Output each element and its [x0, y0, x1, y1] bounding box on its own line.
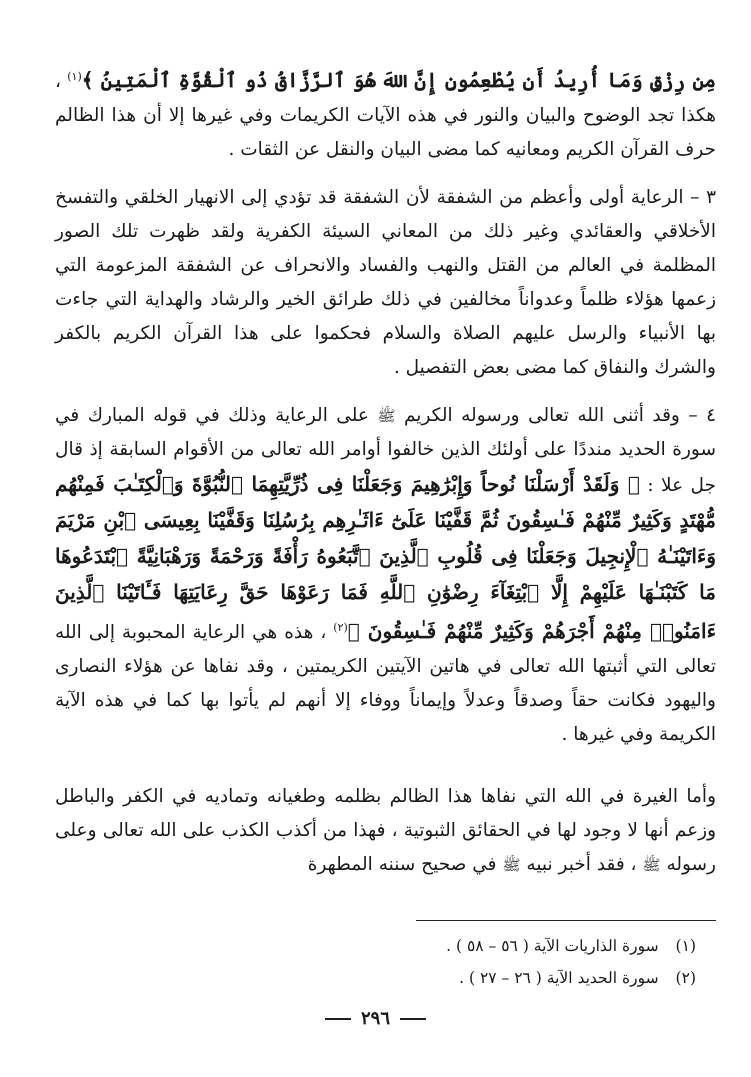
footnote-text: سورة الذاريات الآية ( ٥٦ – ٥٨ ) .	[446, 937, 659, 955]
paragraph-1	[55, 60, 716, 167]
page-number	[0, 1008, 751, 1029]
main-text	[55, 60, 716, 882]
footnote-divider	[416, 920, 716, 921]
paragraph-text: ، هذه هي الرعاية المحبوبة إلى الله تعالى التي أثبتها الله تعالى في هاتين الآيتين الكريمتين ، وقد نفاها عن هؤلاء النصارى واليهود فكانت حقاً وصدقاً وعدلاً وإيماناً ووفاء إلا أنهم لم يأتوا بها كما في هذه الآية الكريمة وفي غيرها .	[55, 622, 716, 746]
paragraph-text: في صحيح سننه المطهرة	[307, 854, 497, 876]
page-number-value: ٢٩٦	[360, 1008, 390, 1029]
dash-right	[325, 1018, 351, 1020]
footnote-number: (١)	[675, 937, 696, 955]
paragraph-2	[55, 181, 716, 385]
footnote-text: سورة الحديد الآية ( ٢٦ – ٢٧ ) .	[459, 969, 659, 987]
paragraph-text: ، فقد أخبر نبيه	[526, 854, 637, 876]
footnote-item	[96, 930, 696, 962]
paragraph-text: ٣ – الرعاية أولى وأعظم من الشفقة لأن الشفقة قد تؤدي إلى الانهيار الخلقي والتفسخ الأخلاقي والعقائدي وغير ذلك من المعاني السيئة الكفرية ولقد ظهرت تلك الصور المظلمة في العالم من القتل والنهب والفساد والانحراف عن الشفقة المزعومة التي زعمها هؤلاء ظلماً وعدواناً مخالفين في ذلك طرائق الخير والرشاد والهداية التي جاءت بها الأنبياء والرسل عليهم الصلاة والسلام فحكموا على هذا القرآن الكريم بالكفر والشرك والنفاق كما مضى بعض التفصيل .	[55, 187, 716, 379]
footnotes	[96, 930, 696, 994]
paragraph-text: على الرعاية وذلك في قوله المبارك في سورة الحديد منددًا على أولئك الذين خالفوا أوامر الله تعالى من الأقوام السابقة إذ قال جل علا :	[55, 405, 716, 497]
dash-left	[400, 1018, 426, 1020]
footnote-ref-2: (٢)	[333, 621, 348, 635]
paragraph-text: ٤ – وقد أثنى الله تعالى ورسوله الكريم	[404, 405, 716, 427]
paragraph-4	[55, 780, 716, 882]
footnote-number: (٢)	[675, 969, 696, 987]
footnote-ref-1: (١)	[67, 70, 82, 83]
paragraph-text: ، هكذا تجد الوضوح والبيان والنور في هذه الآيات الكريمات وفي غيرها إلا أن هذا الظالم حرف القرآن الكريم ومعانيه كما مضى البيان والنقل عن الثقات .	[55, 71, 716, 161]
salutation-symbol: ﷺ	[502, 856, 521, 875]
paragraph-3	[55, 399, 716, 752]
paragraph-text: وأما الغيرة في الله التي نفاها هذا الظالم بظلمه وطغيانه وتماديه في الكفر والباطل وزعم أنها لا وجود لها في الحقائق الثبوتية ، فهذا من أكذب الكذب على الله تعالى وعلى رسوله	[55, 786, 716, 876]
salutation-symbol: ﷺ	[377, 407, 396, 426]
salutation-symbol: ﷺ	[642, 856, 661, 875]
quran-verse: مِن رِزْقٍ وَمَا أُرِيدُ أَن يُطْعِمُونِ إِنَّ اللهَ هُوَ ٱلرَّزَّاقُ ذُو ٱلْقُوَّةِ ٱلْمَتِينُ ﴾	[81, 68, 716, 93]
quran-verse: ﴿ وَلَقَدْ أَرْسَلْنَا نُوحاً وَإِبْرَٰهِيمَ وَجَعَلْنَا فِى ذُرِّيَّتِهِمَا ٱلنُّبُوَّةَ وَٱلْكِتَـٰبَ فَمِنْهُم مُّهْتَدٍ وَكَثِيرٌ مِّنْهُمْ فَـٰسِقُونَ ثُمَّ قَفَّيْنَا عَلَىٰٓ ءَاثَـٰرِهِم بِرُسُلِنَا وَقَفَّيْنَا بِعِيسَى ٱبْنِ مَرْيَمَ وَءَاتَيْنَـٰهُ ٱلْإِنجِيلَ وَجَعَلْنَا فِى قُلُوبِ ٱلَّذِينَ ٱتَّبَعُوهُ رَأْفَةً وَرَحْمَةً وَرَهْبَانِيَّةً ٱبْتَدَعُوهَا مَا كَتَبْنَـٰهَا عَلَيْهِمْ إِلَّا ٱبْتِغَآءَ رِضْوَٰنِ ٱللَّهِ فَمَا رَعَوْهَا حَقَّ رِعَايَتِهَا فَـَٔاتَيْنَا ٱلَّذِينَ ءَامَنُوا۟ مِنْهُمْ أَجْرَهُمْ وَكَثِيرٌ مِّنْهُمْ فَـٰسِقُونَ ﴾	[55, 472, 717, 644]
footnote-item	[96, 962, 696, 994]
